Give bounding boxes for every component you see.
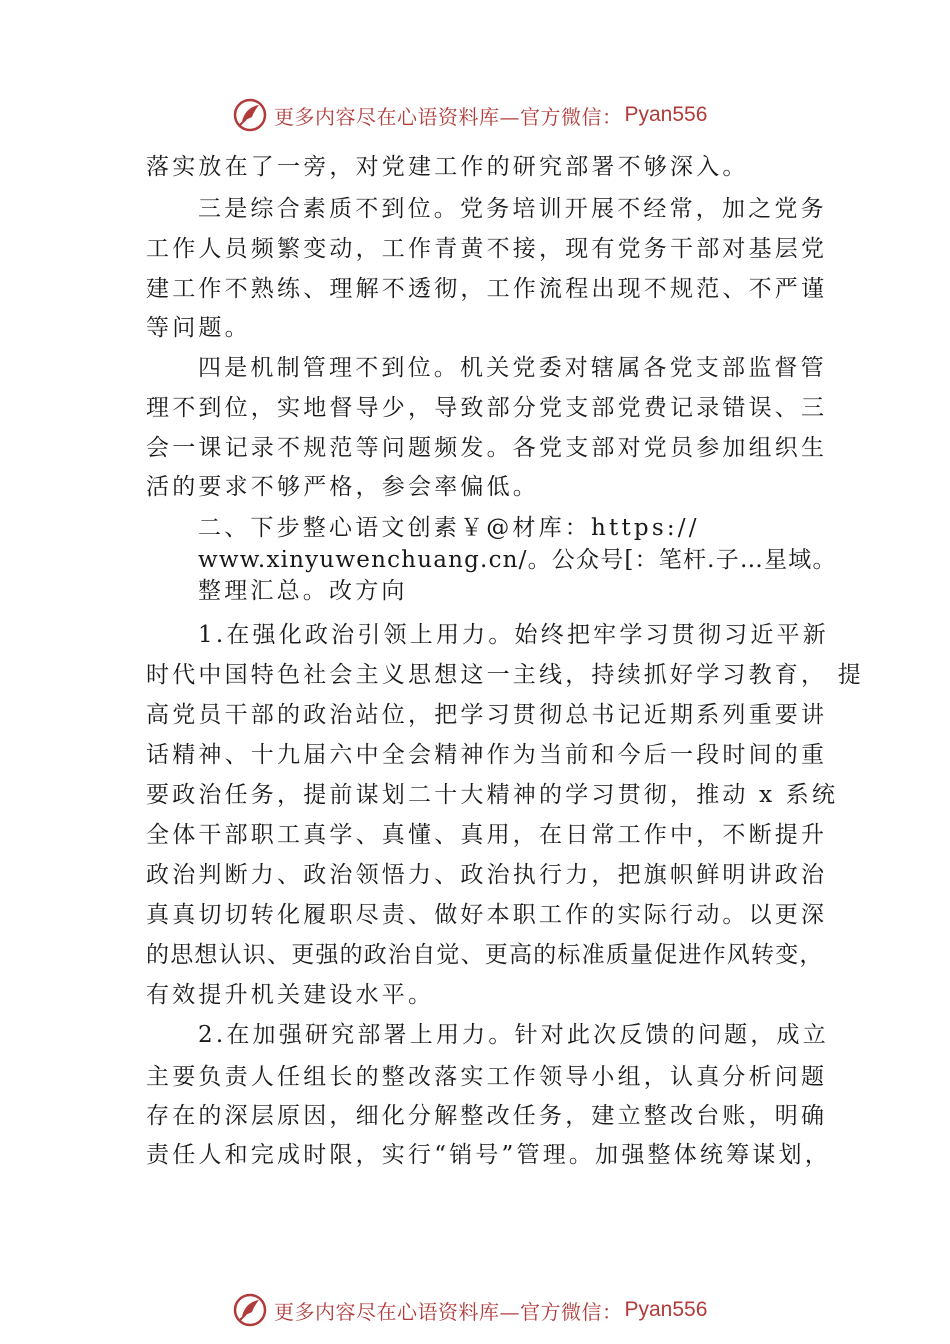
footer-watermark xyxy=(232,1290,752,1330)
text-line: 政治判断力、政治领悟力、政治执行力，把旗帜鲜明讲政治 xyxy=(146,862,828,888)
text-line: 主要负责人任组长的整改落实工作领导小组，认真分析问题 xyxy=(146,1064,828,1090)
text-line: 等问题。 xyxy=(146,315,251,341)
text-line: 真真切切转化履职尽责、做好本职工作的实际行动。以更深 xyxy=(146,902,828,928)
text-line: 话精神、十九届六中全会精神作为当前和今后一段时间的重 xyxy=(146,742,828,768)
text-line: 整理汇总。改方向 xyxy=(198,578,408,604)
text-line: 全体干部职工真学、真懂、真用，在日常工作中，不断提升 xyxy=(146,822,828,848)
quill-logo-icon xyxy=(232,1292,268,1328)
text-line: 理不到位，实地督导少，导致部分党支部党费记录错误、三 xyxy=(146,395,828,421)
text-line: 建工作不熟练、理解不透彻，工作流程出现不规范、不严谨 xyxy=(146,276,828,302)
text-line: 要政治任务，提前谋划二十大精神的学习贯彻，推动 x 系统 xyxy=(146,782,839,808)
watermark-wechat-id: Pyan556 xyxy=(624,1298,708,1321)
text-line: 三是综合素质不到位。党务培训开展不经常，加之党务 xyxy=(198,196,827,222)
text-line: 会一课记录不规范等问题频发。各党支部对党员参加组织生 xyxy=(146,435,828,461)
text-line: 落实放在了一旁，对党建工作的研究部署不够深入。 xyxy=(146,154,749,180)
text-line: 有效提升机关建设水平。 xyxy=(146,982,435,1008)
text-line: 1.在强化政治引领上用力。始终把牢学习贯彻习近平新 xyxy=(198,622,829,648)
text-line: 工作人员频繁变动，工作青黄不接，现有党务干部对基层党 xyxy=(146,236,828,262)
text-line: 责任人和完成时限，实行“销号”管理。加强整体统筹谋划， xyxy=(146,1142,831,1168)
watermark-wechat-id: Pyan556 xyxy=(624,103,708,126)
text-line: 活的要求不够严格，参会率偏低。 xyxy=(146,474,539,500)
text-line: 高党员干部的政治站位，把学习贯彻总书记近期系列重要讲 xyxy=(146,702,828,728)
text-line: 二、下步整心语文创素￥@材库：https:// xyxy=(198,515,700,541)
header-watermark xyxy=(232,95,752,135)
watermark-text: 更多内容尽在心语资料库—官方微信： xyxy=(274,1299,623,1324)
text-line: www.xinyuwenchuang.cn/。公众号[：笔杆.子…星域。 xyxy=(198,547,837,573)
text-line: 四是机制管理不到位。机关党委对辖属各党支部监督管 xyxy=(198,355,827,381)
text-line: 存在的深层原因，细化分解整改任务，建立整改台账，明确 xyxy=(146,1103,828,1129)
quill-logo-icon xyxy=(232,97,268,133)
text-line: 时代中国特色社会主义思想这一主线，持续抓好学习教育， 提 xyxy=(146,662,864,688)
text-line: 的思想认识、更强的政治自觉、更高的标准质量促进作风转变， xyxy=(146,942,824,968)
text-line: 2.在加强研究部署上用力。针对此次反馈的问题，成立 xyxy=(198,1022,829,1048)
watermark-text: 更多内容尽在心语资料库—官方微信： xyxy=(274,104,623,129)
